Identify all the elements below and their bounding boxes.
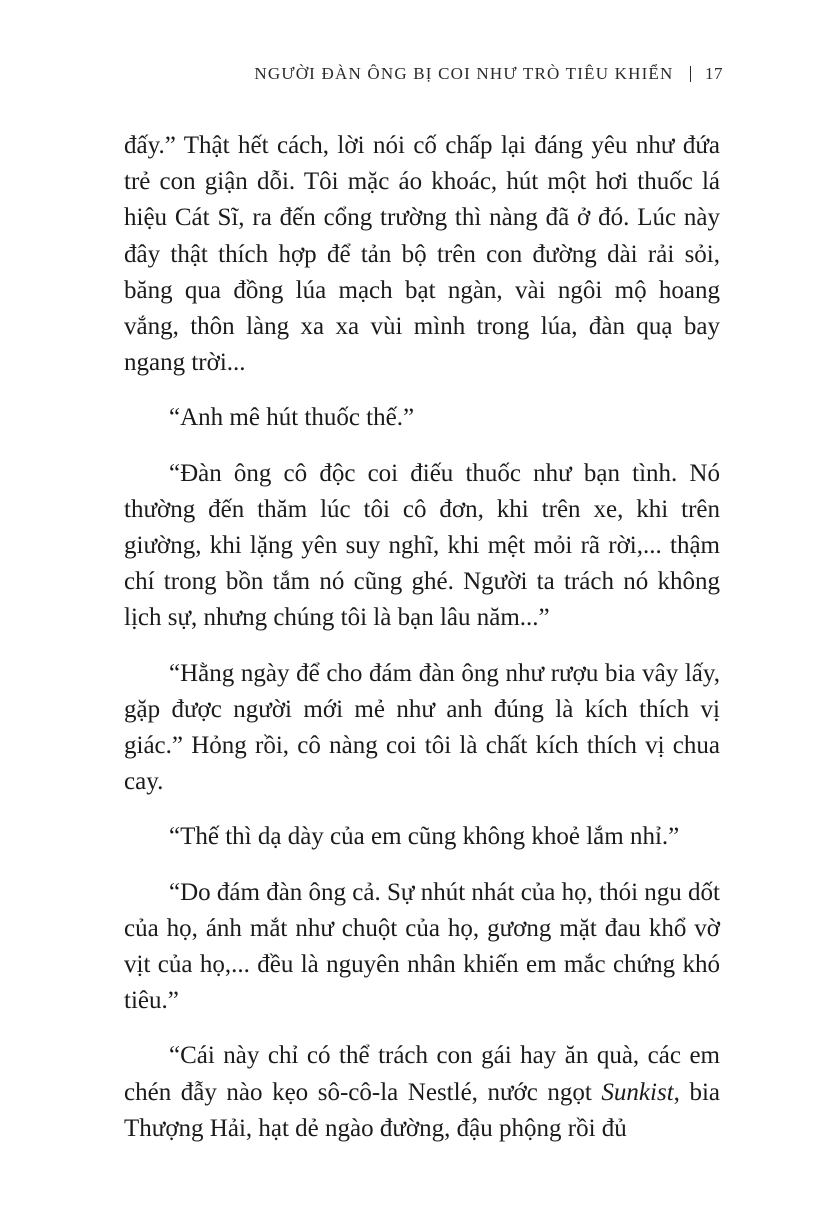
paragraph: đấy.” Thật hết cách, lời nói cố chấp lại đáng yêu như đứa trẻ con giận dỗi. Tôi mặc áo khoác, hút một hơi thuốc lá hiệu Cát Sĩ, ra đến cổng trường thì nàng đã ở đó. Lúc này đây thật thích hợp để tản bộ trên con đường dài rải sỏi, băng qua đồng lúa mạch bạt ngàn, vài ngôi mộ hoang vắng, thôn làng xa xa vùi mình trong lúa, đàn quạ bay ngang trời... [124,132,720,377]
running-header [254,64,723,84]
paragraph-text: , bia Thượng Hải, hạt dẻ ngào đường, đậu phộng rồi đủ [124,1078,720,1142]
body-text [124,128,720,1166]
brand-name-italic: Sunkist [601,1078,674,1106]
paragraph: “Do đám đàn ông cả. Sự nhút nhát của họ, thói ngu dốt của họ, ánh mắt như chuột của họ, gương mặt đau khổ vờ vịt của họ,... đều là nguyên nhân khiến em mắc chứng khó tiêu.” [124,878,720,1015]
paragraph: “Đàn ông cô độc coi điếu thuốc như bạn tình. Nó thường đến thăm lúc tôi cô đơn, khi trên xe, khi trên giường, khi lặng yên suy nghĩ, khi mệt mỏi rã rời,... thậm chí trong bồn tắm nó cũng ghé. Người ta trách nó không lịch sự, nhưng chúng tôi là bạn lâu năm...” [124,459,720,632]
paragraph: “Anh mê hút thuốc thế.” [169,404,415,432]
paragraph [124,1038,720,1147]
paragraph: “Hằng ngày để cho đám đàn ông như rượu bia vây lấy, gặp được người mới mẻ như anh đúng là kích thích vị giác.” Hỏng rồi, cô nàng coi tôi là chất kích thích vị chua cay. [124,659,720,796]
paragraph-text: “Cái này chỉ có thể trách con gái hay ăn quà, các em chén đẫy nào kẹo sô-cô-la Nestlé, nước ngọt [124,1042,720,1106]
page-number: 17 [705,64,723,83]
paragraph: “Thế thì dạ dày của em cũng không khoẻ lắm nhỉ.” [169,823,680,851]
chapter-title: NGƯỜI ĐÀN ÔNG BỊ COI NHƯ TRÒ TIÊU KHIỂN [254,64,674,83]
header-separator [690,66,692,82]
